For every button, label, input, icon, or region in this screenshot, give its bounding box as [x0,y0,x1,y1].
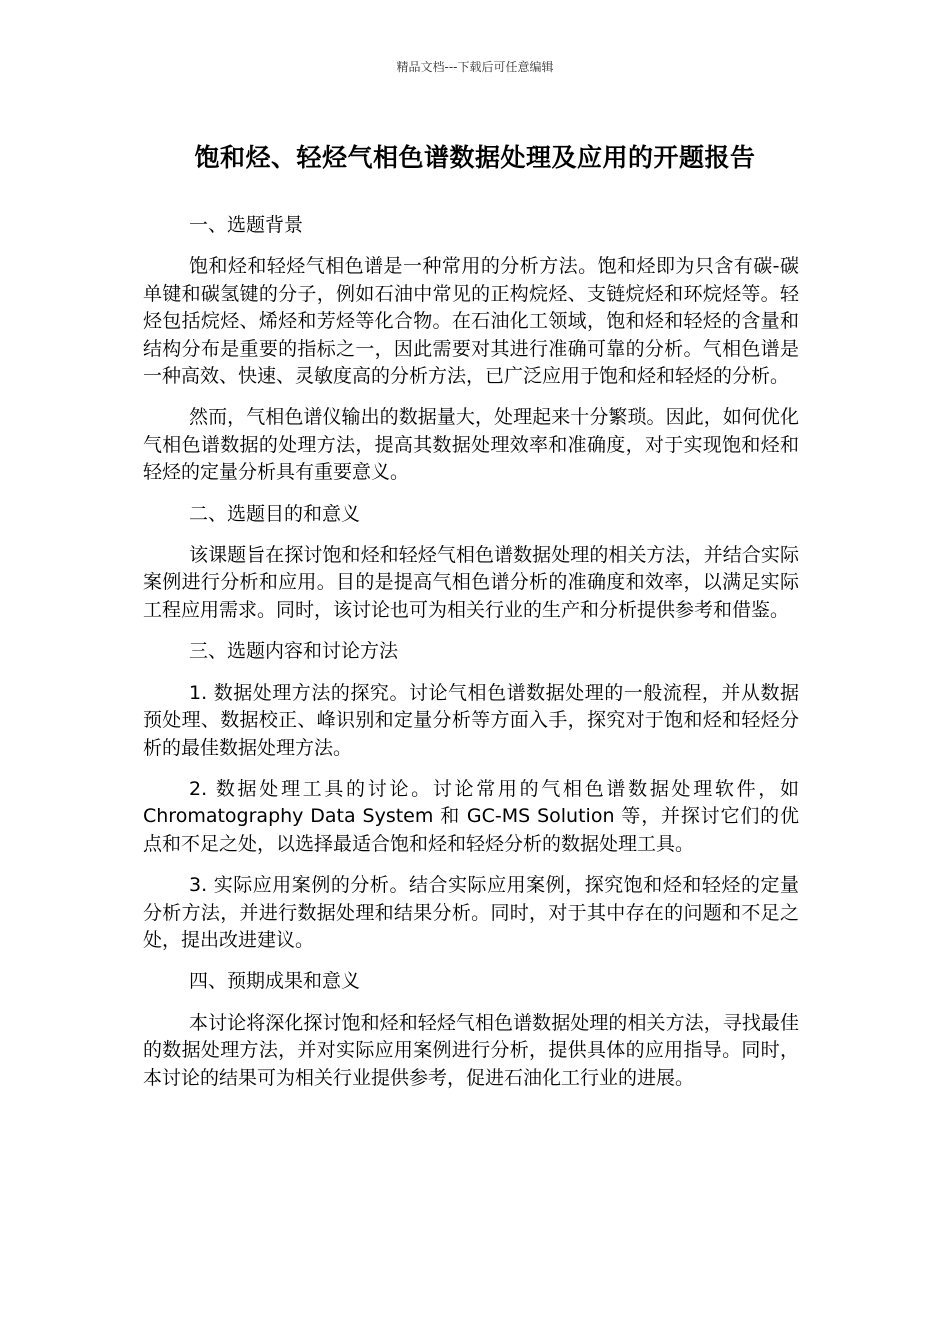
section-expected-results [143,968,799,1092]
document-title: 饱和烃、轻烃气相色谱数据处理及应用的开题报告 [194,143,756,172]
section-heading: 四、预期成果和意义 [189,970,361,993]
header-watermark: 精品文档---下载后可任意编辑 [396,60,554,74]
paragraph: 饱和烃和轻烃气相色谱是一种常用的分析方法。饱和烃即为只含有碳-碳单键和碳氢键的分子，例如石油中常见的正构烷烃、支链烷烃和环烷烃等。轻烃包括烷烃、烯烃和芳烃等化合物。在石油化工领域，饱和烃和轻烃的含量和结构分布是重要的指标之一，因此需要对其进行准确可靠的分析。气相色谱是一种高效、快速、灵敏度高的分析方法，已广泛应用于饱和烃和轻烃的分析。 [143,255,799,388]
paragraph: 2. 数据处理工具的讨论。讨论常用的气相色谱数据处理软件，如 Chromatography Data System 和 GC-MS Solution 等，并探讨它们的优点和不足之处，以选择最适合饱和烃和轻烃分析的数据处理工具。 [143,777,799,855]
section-heading: 二、选题目的和意义 [189,502,361,525]
paragraph: 本讨论将深化探讨饱和烃和轻烃气相色谱数据处理的相关方法，寻找最佳的数据处理方法，并对实际应用案例进行分析，提供具体的应用指导。同时，本讨论的结果可为相关行业提供参考，促进石油化工行业的进展。 [143,1011,799,1089]
section-heading: 一、选题背景 [189,214,304,236]
section-background [143,212,799,487]
section-purpose [143,501,799,625]
paragraph: 1. 数据处理方法的探究。讨论气相色谱数据处理的一般流程，并从数据预处理、数据校正、峰识别和定量分析等方面入手，探究对于饱和烃和轻烃分析的最佳数据处理方法。 [143,681,799,759]
paragraph: 然而，气相色谱仪输出的数据量大，处理起来十分繁琐。因此，如何优化气相色谱数据的处理方法，提高其数据处理效率和准确度，对于实现饱和烃和轻烃的定量分析具有重要意义。 [143,406,799,484]
paragraph: 3. 实际应用案例的分析。结合实际应用案例，探究饱和烃和轻烃的定量分析方法，并进行数据处理和结果分析。同时，对于其中存在的问题和不足之处，提出改进建议。 [143,874,799,951]
section-heading: 三、选题内容和讨论方法 [189,640,399,663]
section-content-methods [143,638,799,954]
paragraph: 该课题旨在探讨饱和烃和轻烃气相色谱数据处理的相关方法，并结合实际案例进行分析和应用。目的是提高气相色谱分析的准确度和效率，以满足实际工程应用需求。同时，该讨论也可为相关行业的生产和分析提供参考和借鉴。 [143,544,799,621]
document-body [143,212,799,1106]
